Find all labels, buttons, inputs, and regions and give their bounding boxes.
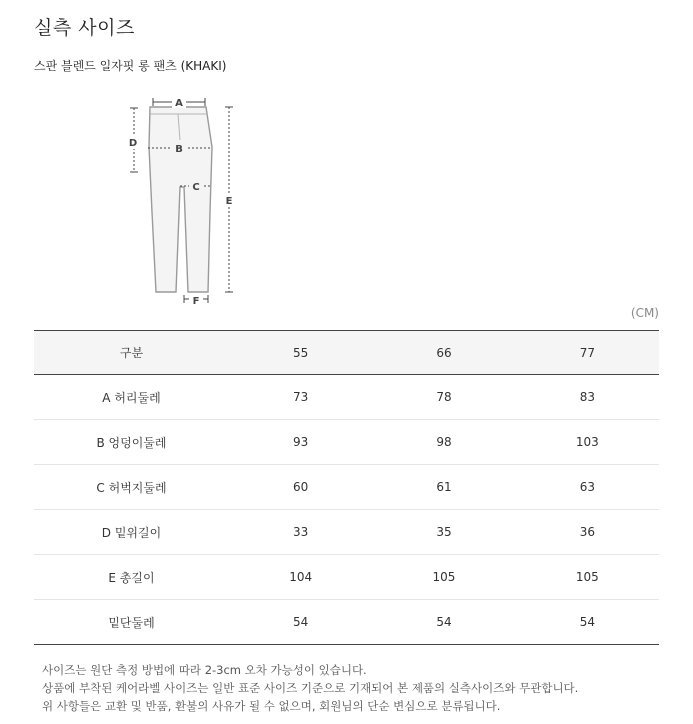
row-label: D 밑위길이 bbox=[34, 510, 229, 555]
table-row bbox=[34, 510, 659, 555]
table-cell: 93 bbox=[229, 420, 372, 465]
label-d: D bbox=[128, 138, 138, 149]
label-e: E bbox=[225, 196, 233, 207]
row-label: 밑단둘레 bbox=[34, 600, 229, 645]
note-line: 상품에 부착된 케어라벨 사이즈는 일반 표준 사이즈 기준으로 기재되어 본 제품의 실측사이즈와 무관합니다. bbox=[42, 681, 579, 695]
table-row bbox=[34, 375, 659, 420]
table-cell: 54 bbox=[229, 600, 372, 645]
table-cell: 78 bbox=[372, 375, 515, 420]
table-cell: 103 bbox=[516, 420, 659, 465]
header-size-77: 77 bbox=[516, 331, 659, 375]
table-cell: 54 bbox=[372, 600, 515, 645]
table-row bbox=[34, 600, 659, 645]
header-category: 구분 bbox=[34, 331, 229, 375]
table-cell: 54 bbox=[516, 600, 659, 645]
header-size-66: 66 bbox=[372, 331, 515, 375]
size-notes bbox=[42, 661, 578, 715]
table-row bbox=[34, 420, 659, 465]
table-cell: 105 bbox=[372, 555, 515, 600]
label-f: F bbox=[192, 296, 200, 307]
table-cell: 33 bbox=[229, 510, 372, 555]
pants-measurement-icon bbox=[120, 92, 250, 307]
header-size-55: 55 bbox=[229, 331, 372, 375]
table-cell: 61 bbox=[372, 465, 515, 510]
table-cell: 98 bbox=[372, 420, 515, 465]
note-line: 사이즈는 원단 측정 방법에 따라 2-3cm 오차 가능성이 있습니다. bbox=[42, 663, 367, 677]
table-cell: 60 bbox=[229, 465, 372, 510]
table-cell: 105 bbox=[516, 555, 659, 600]
table-cell: 73 bbox=[229, 375, 372, 420]
row-label: E 총길이 bbox=[34, 555, 229, 600]
table-cell: 104 bbox=[229, 555, 372, 600]
pants-measurement-diagram bbox=[120, 92, 250, 307]
product-name: 스판 블렌드 일자핏 롱 팬츠 (KHAKI) bbox=[34, 59, 227, 73]
row-label: B 엉덩이둘레 bbox=[34, 420, 229, 465]
table-header-row bbox=[34, 331, 659, 375]
label-c: C bbox=[192, 182, 200, 193]
row-label: A 허리둘레 bbox=[34, 375, 229, 420]
table-row bbox=[34, 555, 659, 600]
unit-label: (CM) bbox=[630, 306, 659, 320]
size-table bbox=[34, 330, 659, 645]
row-label: C 허벅지둘레 bbox=[34, 465, 229, 510]
page-title: 실측 사이즈 bbox=[34, 17, 135, 39]
table-row bbox=[34, 465, 659, 510]
table-cell: 35 bbox=[372, 510, 515, 555]
label-a: A bbox=[175, 98, 183, 109]
table-cell: 63 bbox=[516, 465, 659, 510]
table-cell: 36 bbox=[516, 510, 659, 555]
label-b: B bbox=[175, 144, 183, 155]
table-cell: 83 bbox=[516, 375, 659, 420]
note-line: 위 사항들은 교환 및 반품, 환불의 사유가 될 수 없으며, 회원님의 단순 변심으로 분류됩니다. bbox=[42, 699, 501, 713]
